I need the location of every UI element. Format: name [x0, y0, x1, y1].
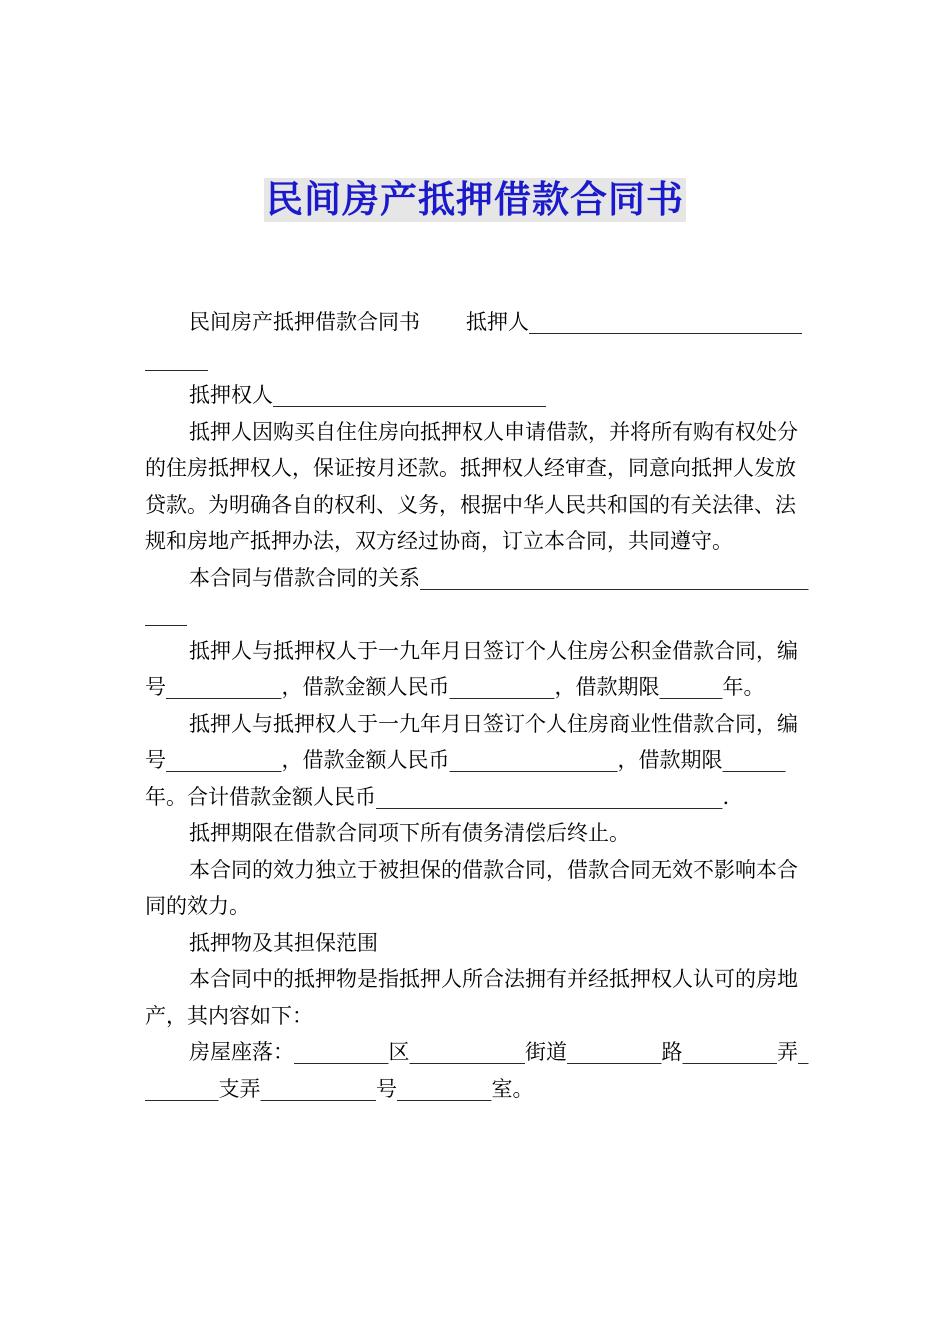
- preamble-paragraph: 抵押人因购买自住住房向抵押权人申请借款，并将所有购有权处分的住房抵押权人，保证按月还款。抵押权人经审查，同意向抵押人发放贷款。为明确各自的权利、义务，根据中华人民共和国的有关法律、法规和房地产抵押办法，双方经过协商，订立本合同，共同遵守。: [145, 419, 798, 553]
- document-body: [145, 304, 810, 1107]
- collateral-paragraph: 本合同中的抵押物是指抵押人所合法拥有并经抵押权人认可的房地产，其内容如下：: [145, 967, 798, 1028]
- mortgagor-line-text: 抵押人________________________________: [145, 310, 802, 371]
- document-title: 民间房产抵押借款合同书: [266, 178, 684, 221]
- mortgagee-line: 抵押权人__________________________: [189, 383, 546, 407]
- collateral-heading: 抵押物及其担保范围: [189, 930, 378, 955]
- provident-fund-loan-paragraph: 抵押人与抵押权人于一九年月日签订个人住房公积金借款合同，编号___________，借款金额人民币__________，借款期限______年。: [145, 638, 798, 699]
- commercial-loan-paragraph: 抵押人与抵押权人于一九年月日签订个人住房商业性借款合同，编号___________，借款金额人民币________________，借款期限______年。合计借款金额人民币_________________________________.: [145, 711, 798, 809]
- mortgagor-line: [145, 304, 810, 377]
- mortgage-term-paragraph: 抵押期限在借款合同项下所有债务清偿后终止。: [189, 821, 630, 845]
- independence-paragraph: 本合同的效力独立于被担保的借款合同，借款合同无效不影响本合同的效力。: [145, 857, 798, 918]
- relationship-heading: 本合同与借款合同的关系_________________________________________: [145, 565, 809, 626]
- title-wrap: [0, 178, 950, 222]
- property-location-paragraph: 房屋座落：_________区___________街道_________路_________弄________支弄___________号_________室。: [145, 1040, 809, 1101]
- mortgagor-line-lead: 民间房产抵押借款合同书: [189, 310, 420, 334]
